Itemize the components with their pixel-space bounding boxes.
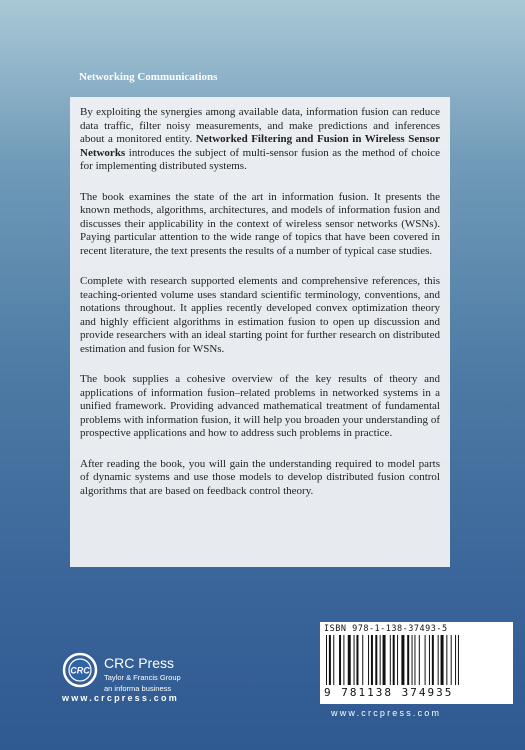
description-paragraph-3: Complete with research supported elements and comprehensive references, this teaching-oriented volume uses standard scientific terminology, conventions, and notations throughout. It applies recently developed convex optimization theory and highly efficient algorithms in estimation fusion to open up discussion and provide researchers with an ideal starting point for further research on distributed estimation and fusion for WSNs. xyxy=(80,275,440,355)
isbn-barcode xyxy=(320,622,513,704)
publisher-website-left: www.crcpress.com xyxy=(62,693,179,703)
logo-mark-text: CRC xyxy=(70,665,90,676)
barcode-bars xyxy=(326,635,508,685)
series-category: Networking Communications xyxy=(79,71,218,83)
paragraph-1-end: introduces the subject of multi-sensor fusion as the method of choice for implementing distributed systems. xyxy=(80,146,440,172)
barcode-number: 9 781138 374935 xyxy=(324,686,454,699)
book-title-bold: Networked Filtering and Fusion in Wireless Sensor Networks xyxy=(80,133,441,159)
publisher-name: CRC Press xyxy=(104,655,175,671)
description-paragraph-4: The book supplies a cohesive overview of the key results of theory and applications of information fusion–related problems in networked systems in a unified framework. Providing advanced mathematical treatment of fundamental problems with information fusion, it will help you broaden your understanding of prospective applications and how to address such problems in practice. xyxy=(80,373,440,439)
description-paragraph-5: After reading the book, you will gain the understanding required to model parts of dynamic systems and use those models to develop distributed fusion control algorithms that are based on feedback control theory. xyxy=(80,457,440,497)
description-paragraph-2: The book examines the state of the art in information fusion. It presents the known methods, algorithms, architectures, and models of information fusion and discusses their applicability in the context of wireless sensor networks (WSNs). Paying particular attention to the wide range of topics that have been covered in recent literature, the text presents the results of a number of typical case studies. xyxy=(80,190,440,257)
back-cover-description-panel xyxy=(70,97,450,567)
paragraph-1-intro: By exploiting the synergies among available data, information fusion can reduce data traffic, filter noisy measurements, and make predictions and inferences about a monitored entity. xyxy=(80,106,440,145)
publisher-group: Taylor & Francis Group xyxy=(104,673,181,682)
description-paragraph-1 xyxy=(80,106,440,174)
isbn-label: ISBN 978-1-138-37493-5 xyxy=(324,624,448,634)
crc-press-logo-icon xyxy=(62,652,98,688)
publisher-tagline: an informa business xyxy=(104,684,172,693)
publisher-website-right: www.crcpress.com xyxy=(331,708,442,718)
